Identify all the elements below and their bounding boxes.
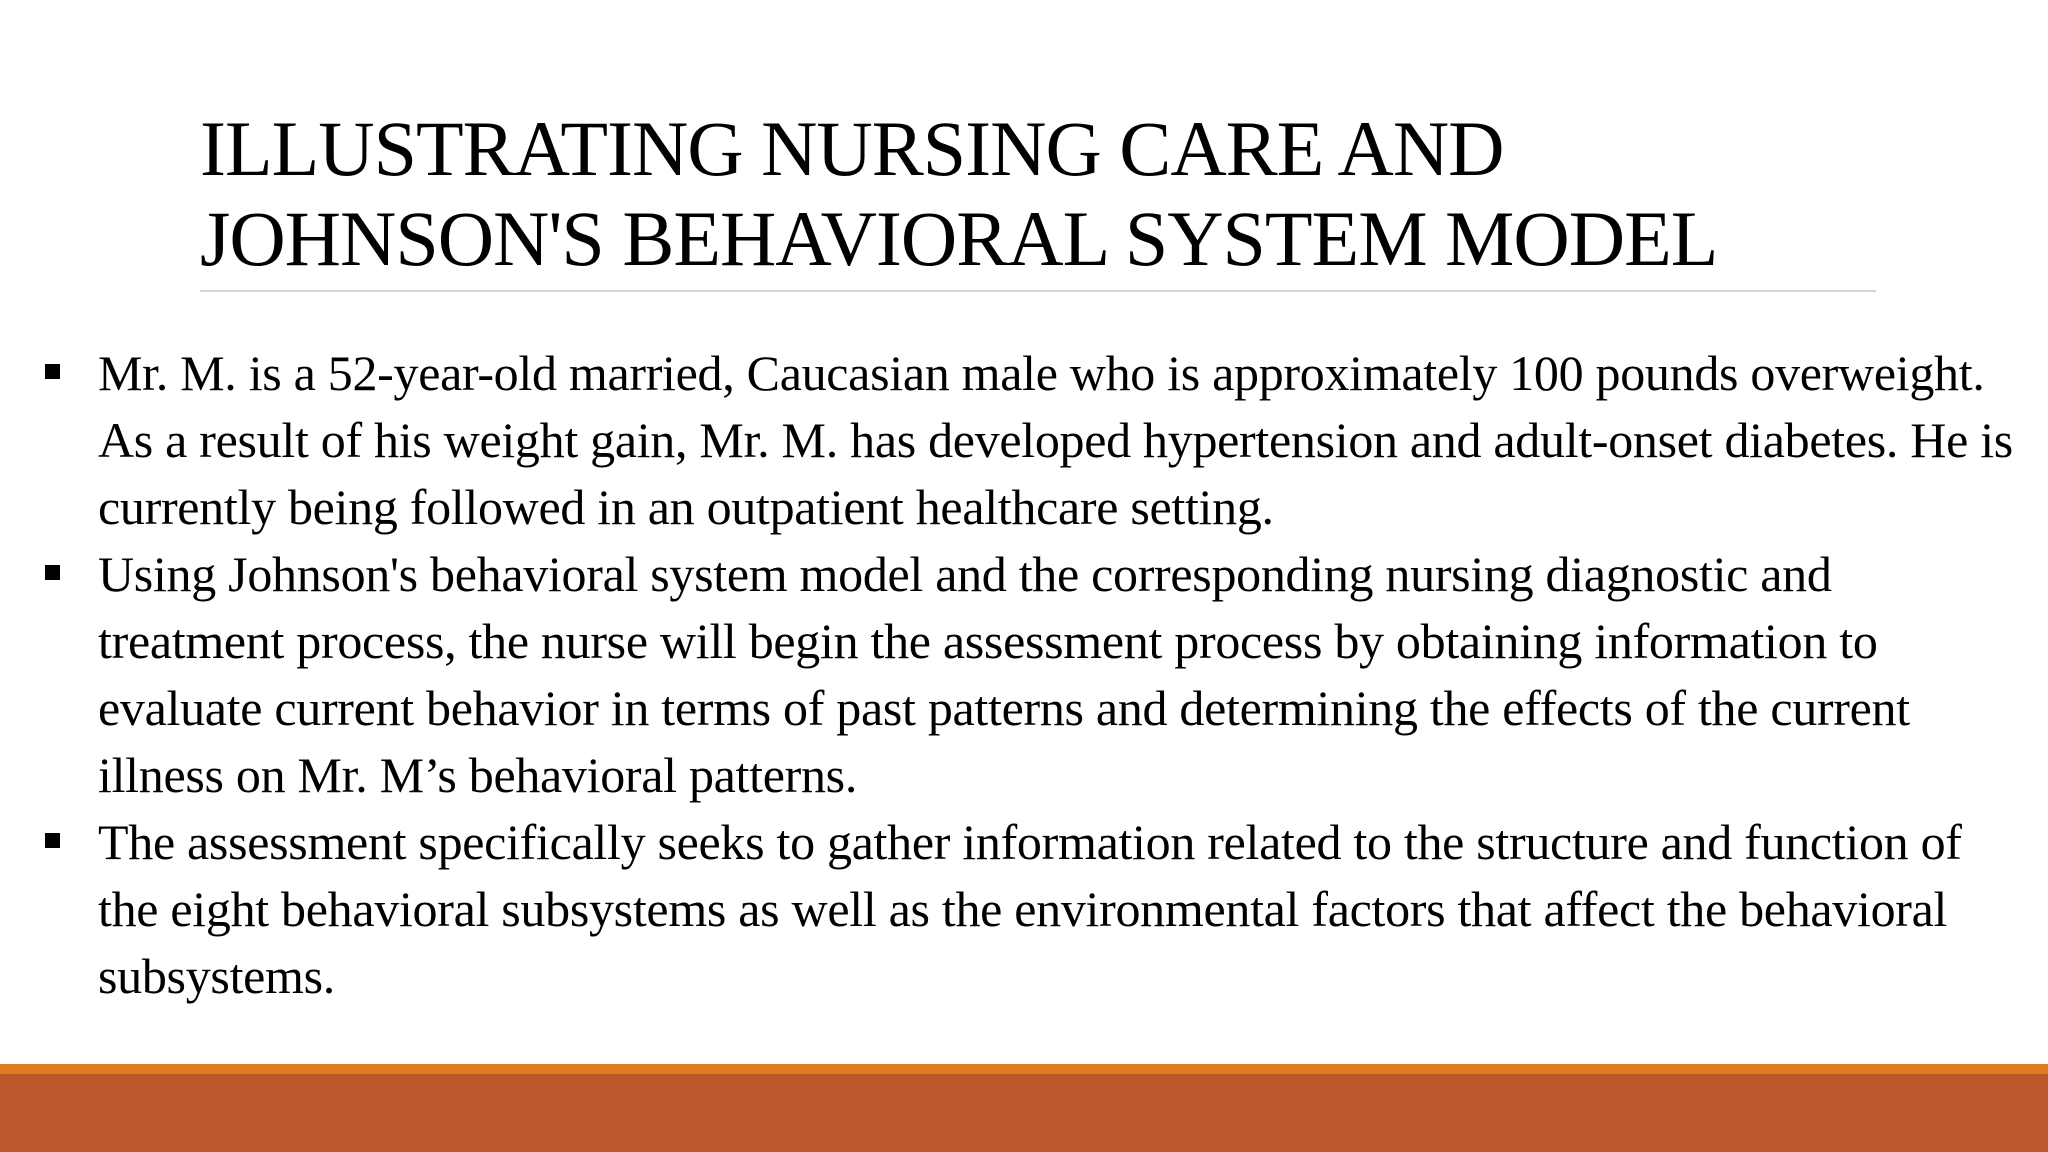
slide-title-line-1: ILLUSTRATING NURSING CARE AND bbox=[200, 105, 1504, 192]
bullet-item bbox=[0, 809, 2048, 1010]
footer-accent-stripe bbox=[0, 1064, 2048, 1074]
square-bullet-icon bbox=[45, 364, 60, 379]
bullet-list bbox=[0, 340, 2048, 1010]
square-bullet-icon bbox=[45, 833, 60, 848]
footer-band bbox=[0, 1064, 2048, 1152]
bullet-item bbox=[0, 340, 2048, 541]
bullet-text: The assessment specifically seeks to gather information related to the structure and function of the eight behavioral subsystems as well as the environmental factors that affect the behavioral subsystems. bbox=[98, 814, 1962, 1004]
square-bullet-icon bbox=[45, 565, 60, 580]
bullet-item bbox=[0, 541, 2048, 809]
slide-title-line-2: JOHNSON'S BEHAVIORAL SYSTEM MODEL bbox=[200, 195, 1718, 282]
bullet-text: Using Johnson's behavioral system model and the corresponding nursing diagnostic and treatment process, the nurse will begin the assessment process by obtaining information to evaluate current behavior in terms of past patterns and determining the effects of the current illness on Mr. M’s behavioral patterns. bbox=[98, 546, 1910, 803]
bullet-text: Mr. M. is a 52-year-old married, Caucasian male who is approximately 100 pounds overweight. As a result of his weight gain, Mr. M. has developed hypertension and adult-onset diabetes. He is currently being followed in an outpatient healthcare setting. bbox=[98, 345, 2013, 535]
title-divider bbox=[200, 290, 1876, 292]
footer-bar bbox=[0, 1074, 2048, 1152]
slide-title bbox=[200, 104, 1880, 284]
